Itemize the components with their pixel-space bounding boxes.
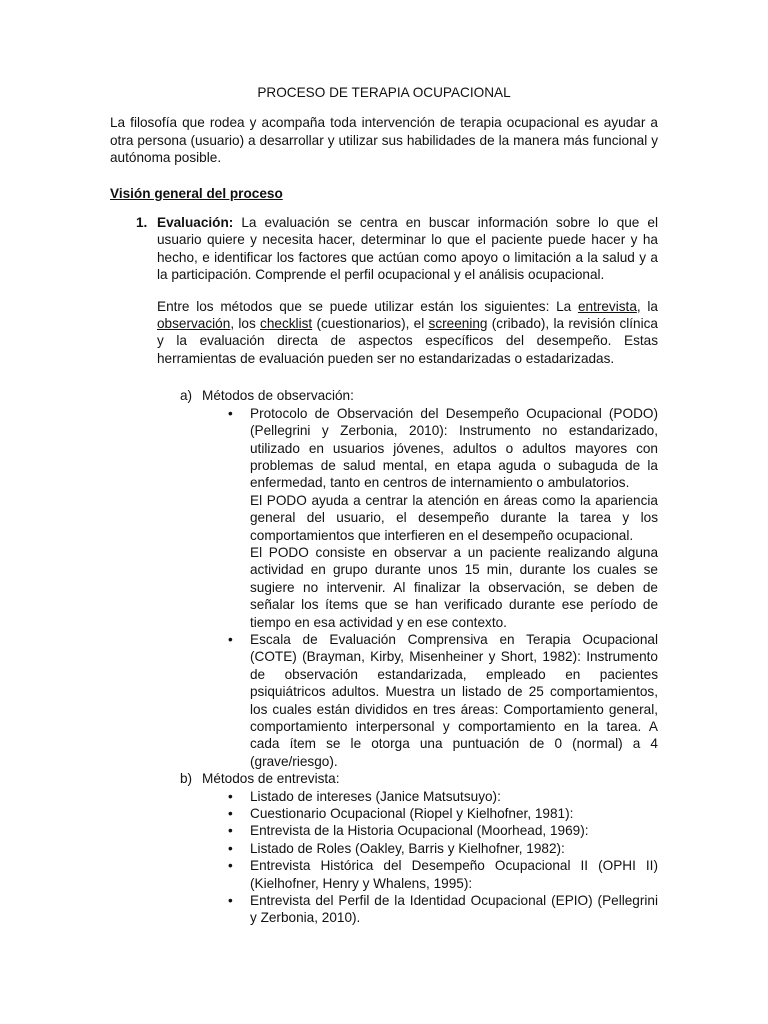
methods-text-4: (cuestionarios), el <box>312 316 429 332</box>
list-item <box>110 788 658 805</box>
bullet-text: Listado de Roles (Oakley, Barris y Kielhofner, 1982): <box>250 840 565 856</box>
bullet-glyph: • <box>228 893 233 909</box>
method-observacion: observación <box>157 316 231 332</box>
method-screening: screening <box>428 316 488 332</box>
entrevista-bullets <box>110 788 658 927</box>
bullet-text: Listado de intereses (Janice Matsutsuyo): <box>250 788 501 804</box>
list-item <box>110 857 658 892</box>
list-item <box>110 822 658 839</box>
method-checklist: checklist <box>260 316 313 332</box>
bullet-glyph: • <box>228 806 233 822</box>
sublist-observacion <box>110 387 658 404</box>
bullet-paragraph: El PODO consiste en observar a un paciente realizando alguna actividad en grupo durante unos 15 min, durante los cuales se sugiere no intervenir. Al finalizar la observación, se deben de señalar los ítems que se han verificado durante ese período de tiempo en esa actividad y en ese contexto. <box>250 544 658 630</box>
bullet-text: Entrevista del Perfil de la Identidad Ocupacional (EPIO) (Pellegrini y Zerbonia, 2010). <box>250 893 658 926</box>
numbered-item-evaluacion <box>110 214 658 284</box>
item-lead: Evaluación: <box>157 215 234 231</box>
bullet-paragraph: El PODO ayuda a centrar la atención en áreas como la apariencia general del usuario, el desempeño durante la tarea y los comportamientos que interfieren en el desempeño ocupacional. <box>250 492 658 543</box>
bullet-glyph: • <box>228 631 233 647</box>
methods-text-3: , los <box>230 316 261 332</box>
sublist-entrevista <box>110 770 658 787</box>
methods-text-1: Entre los métodos que se puede utilizar están los siguientes: La <box>157 298 578 314</box>
sublist-label: Métodos de entrevista: <box>202 771 340 787</box>
method-entrevista: entrevista <box>577 298 637 314</box>
sublist-label: Métodos de observación: <box>202 388 354 404</box>
bullet-glyph: • <box>228 405 233 421</box>
bullet-text: Entrevista Histórica del Desempeño Ocupacional II (OPHI II) (Kielhofner, Henry y Whalens, 1995): <box>250 858 658 891</box>
list-item <box>110 892 658 927</box>
list-item <box>110 840 658 857</box>
bullet-paragraph: Escala de Evaluación Comprensiva en Terapia Ocupacional (COTE) (Brayman, Kirby, Misenheiner y Short, 1982): Instrumento de observación estandarizada, empleado en pacientes psiquiátricos adultos. Muestra un listado de 25 comportamientos, los cuales están divididos en tres áreas: Comportamiento general, comportamiento interpersonal y comportamiento en la tarea. A cada ítem se le otorga una puntuación de 0 (normal) a 4 (grave/riesgo). <box>250 631 658 769</box>
observacion-bullets <box>110 405 658 771</box>
methods-text-5: (cribado), la revisión clínica y la evaluación directa de aspectos específicos del desempeño. Estas herramientas de evaluación pueden ser no estandarizadas o estadarizadas. <box>157 316 658 366</box>
list-item <box>110 631 658 770</box>
methods-text-2: , la <box>636 298 658 314</box>
list-item <box>110 405 658 631</box>
bullet-paragraph: Protocolo de Observación del Desempeño Ocupacional (PODO) (Pellegrini y Zerbonia, 2010): Instrumento no estandarizado, utilizado en usuarios jóvenes, adultos o adultos mayores con problemas de salud mental, en etapa aguda o subaguda de la enfermedad, tanto en centros de internamiento o ambulatorios. <box>250 405 658 491</box>
bullet-glyph: • <box>228 840 233 856</box>
item-number: 1. <box>136 215 148 231</box>
bullet-text: Cuestionario Ocupacional (Riopel y Kielhofner, 1981): <box>250 806 574 822</box>
bullet-glyph: • <box>228 823 233 839</box>
item-text: La evaluación se centra en buscar información sobre lo que el usuario quiere y necesita hacer, determinar lo que el paciente puede hacer y ha hecho, e identificar los factores que actúan como apoyo o limitación a la salud y a la participación. Comprende el perfil ocupacional y el análisis ocupacional. <box>157 215 658 283</box>
bullet-glyph: • <box>228 858 233 874</box>
sublist-letter: b) <box>180 771 193 787</box>
section-heading: Visión general del proceso <box>110 185 283 201</box>
intro-paragraph: La filosofía que rodea y acompaña toda intervención de terapia ocupacional es ayudar a otra persona (usuario) a desarrollar y utilizar sus habilidades de la manera más funcional y autónoma posible. <box>110 115 658 166</box>
methods-paragraph <box>110 298 658 368</box>
sublist-letter: a) <box>180 388 193 404</box>
bullet-text: Entrevista de la Historia Ocupacional (Moorhead, 1969): <box>250 823 589 839</box>
bullet-glyph: • <box>228 788 233 804</box>
list-item <box>110 805 658 822</box>
document-title: PROCESO DE TERAPIA OCUPACIONAL <box>257 85 511 100</box>
